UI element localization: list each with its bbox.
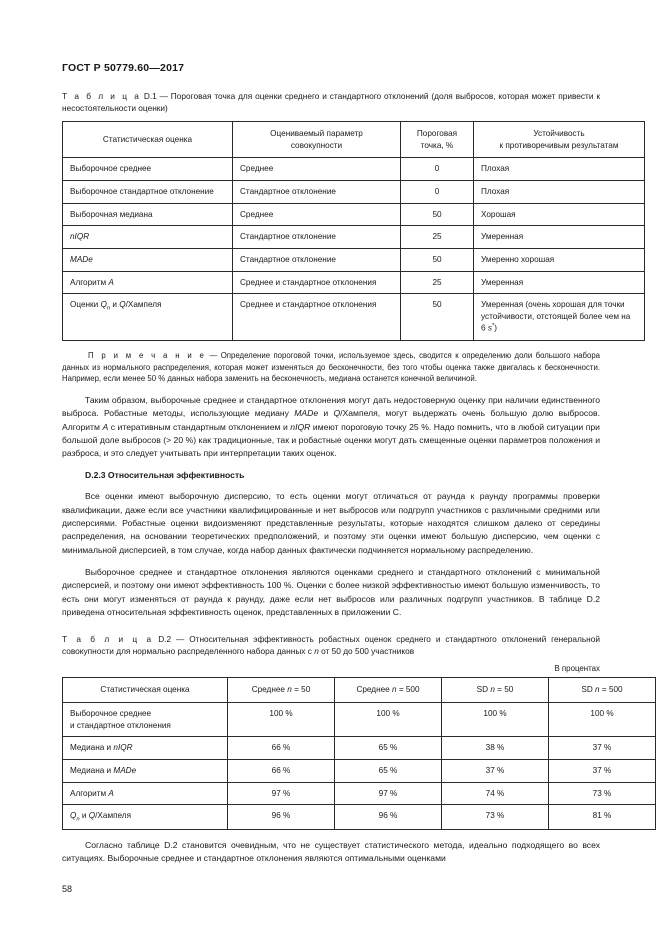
niqr-symbol: n [290,421,296,432]
cell-sd-500: 81 % [549,805,656,830]
section-heading-d23: D.2.3 Относительная эффективность [85,470,245,481]
table-d1-col-header-breakdown [401,122,474,158]
cell-robustness: Умеренная (очень хорошая для точки устойчивости, отстоящей более чем на 6 s*) [474,294,645,341]
cell-parameter: Среднее [233,203,401,226]
cell-mean-50: 66 % [228,759,335,782]
cell-mean-50: 66 % [228,737,335,760]
cell-sd-50: 38 % [442,737,549,760]
note-text: — Определение пороговой точки, используемое здесь, сводится к определению доли большого набора данных из нормального распределения, которая может изменяться до бесконечности, без того чтобы оценка также двигалась к бесконечности. Например, если менее 50 % данных набора заменить на бесконечность, медиана останется конечной величиной. [62,350,600,384]
q-hampel-symbol: Q [119,300,126,310]
table-d2-col-header-estimate: Статистическая оценка [63,678,228,703]
cell-mean-50: 97 % [228,782,335,805]
cell-estimate: Оценки $Q_n$ и Q/Хампеля [63,294,233,341]
header-line: точка, % [420,140,454,150]
cell-estimate: Медиана и nIQR [63,737,228,760]
cell-robustness: Умеренная [474,226,645,249]
cell-breakdown: 50 [401,248,474,271]
cell-estimate: $Q_n$ и Q/Хампеля [63,805,228,830]
header-line: Статистическая оценка [102,134,193,144]
table-d1-caption-text: — Пороговая точка для оценки среднего и стандартного отклонений (доля выбросов, которая может привести к несостоятельности оценки) [62,91,600,114]
paragraph-after-table-d1: Таким образом, выборочные среднее и стандартное отклонения могут дать недостоверную оценку при наличии единственного выброса. Робастные методы, использующие медиану MADe и Q/Хампеля, могут выдержать очень большую долю выбросов. Алгоритм A с итеративным стандартным отклонением и nIQR имеют пороговую точку 25 %. Надо помнить, что в любой ситуации при большой доле выбросов (> 20 %) как традиционные, так и робастные оценки могут дать смещенные оценки параметров положения и разброса, и это следует учитывать при интерпретации таких оценок. [62,394,600,459]
table-d2-units-label: В процентах [554,664,600,674]
cell-mean-500: 100 % [335,702,442,736]
algorithm-symbol: A [108,788,114,798]
cell-breakdown: 50 [401,294,474,341]
made-symbol: MADe [113,765,137,775]
n-symbol: n [490,685,495,695]
table-d2-col-header-sd-500: SD n = 500 [549,678,656,703]
cell-breakdown: 50 [401,203,474,226]
table-row [63,180,645,203]
cell-sd-500: 73 % [549,782,656,805]
table-d1-body [63,158,645,341]
table-d2-header-row [63,678,656,703]
table-row [63,805,656,830]
table-row [63,226,645,249]
q-symbol: $Q_n$ [70,811,80,823]
cell-mean-50: 96 % [228,805,335,830]
estimate-italic: nIQR [70,232,90,242]
q-hampel-symbol: Q [88,811,96,821]
paragraph-conclusion: Согласно таблице D.2 становится очевидным, что не существует статистического метода, идеально подходящего во всех ситуациях. Выборочные среднее и стандартное отклонения являются оптимальными оценками [62,840,600,864]
cell-breakdown: 0 [401,158,474,181]
table-d1-col-header-parameter [233,122,401,158]
document-standard-header: ГОСТ Р 50779.60—2017 [62,62,185,74]
table-d1-note [62,350,600,385]
algorithm-symbol: A [102,421,109,432]
n-symbol: n [595,685,600,695]
page-number: 58 [62,884,73,894]
cell-parameter: Среднее [233,158,401,181]
cell-parameter: Стандартное отклонение [233,226,401,249]
q-symbol: Q [333,408,341,419]
cell-estimate: Выборочная медиана [63,203,233,226]
header-line: к противоречивым результатам [499,140,619,150]
table-row [63,158,645,181]
niqr-symbol: nIQR [113,743,133,753]
cell-breakdown: 0 [401,180,474,203]
cell-mean-500: 65 % [335,759,442,782]
document-body [62,90,631,866]
table-d1-caption [62,90,600,114]
table-d1 [62,121,645,341]
cell-sd-50: 74 % [442,782,549,805]
cell-estimate: Алгоритм A [63,782,228,805]
cell-parameter: Стандартное отклонение [233,248,401,271]
iqr-symbol: IQR [295,421,311,432]
table-d1-col-header-estimate [63,122,233,158]
estimate-italic: MADe [70,254,93,264]
table-row [63,203,645,226]
table-row [63,294,645,341]
cell-sd-50: 37 % [442,759,549,782]
table-d2-caption: Т а б л и ц а D.2 — Относительная эффективность робастных оценок среднего и стандартного отклонений генеральной совокупности для нормально распределенного набора данных с n от 50 до 500 участников [62,634,600,657]
cell-parameter: Стандартное отклонение [233,180,401,203]
table-d2-body [63,702,656,829]
cell-parameter: Среднее и стандартное отклонения [233,271,401,294]
asterisk-mark: * [491,323,495,330]
made-symbol: MADe [294,408,319,419]
cell-mean-500: 65 % [335,737,442,760]
table-d1-col-header-robustness [474,122,645,158]
q-symbol: $Q_n$ [100,300,111,312]
header-line: совокупности [290,140,343,150]
table-row [63,759,656,782]
table-d2-col-header-mean-50: Среднее n = 50 [228,678,335,703]
cell-estimate: Алгоритм A [63,271,233,294]
paragraph-efficiency-1: Все оценки имеют выборочную дисперсию, то есть оценки могут отличаться от раунда к раунду программы проверки квалификации, даже если все участники квалифицированные и нет выбросов или подгрупп участников с различными средними или дисперсиями. Робастные оценки видоизменяют представленные результаты, которые находятся слишком далеко от середины распределения, на основании теоретических предположений, и поэтому эти оценки имеют большую дисперсию, чем оценки с минимальной дисперсией, в том случае, когда набор данных фактически подчиняется нормальному распределению. [62,491,600,555]
table-d2-col-header-sd-50: SD n = 50 [442,678,549,703]
cell-sd-50: 73 % [442,805,549,830]
table-d1-header-row [63,122,645,158]
paragraph-efficiency-2: Выборочное среднее и стандартное отклонения являются оценками среднего и стандартного отклонений с минимальной дисперсией, и поэтому они имеют эффективность 100 %. Оценки с более низкой эффективностью имеют большую изменчивость, то есть они могут изменяться от раунда к раунду, даже если нет выбросов или различных подгрупп участников. В таблице D.2 приведена относительная эффективность оценок, представленных в приложении C. [62,567,600,617]
n-symbol: n [314,646,319,657]
table-d1-caption-label: Т а б л и ц а [62,91,142,101]
table-row [63,248,645,271]
cell-sd-500: 100 % [549,702,656,736]
table-d1-caption-number: D.1 [143,91,157,101]
header-line: Устойчивость [533,129,585,139]
cell-sd-500: 37 % [549,737,656,760]
cell-robustness: Плохая [474,158,645,181]
table-d2 [62,677,656,830]
table-row [63,702,656,736]
cell-mean-500: 97 % [335,782,442,805]
cell-estimate: Выборочное стандартное отклонение [63,180,233,203]
algorithm-symbol: A [108,277,114,287]
cell-parameter: Среднее и стандартное отклонения [233,294,401,341]
cell-mean-50: 100 % [228,702,335,736]
cell-breakdown: 25 [401,271,474,294]
n-symbol: n [391,685,397,695]
cell-estimate: Выборочное среднее и стандартное отклонения [63,702,228,736]
cell-estimate: Медиана и MADe [63,759,228,782]
table-row [63,271,645,294]
cell-sd-500: 37 % [549,759,656,782]
cell-robustness: Умеренно хорошая [474,248,645,271]
note-label: П р и м е ч а н и е [88,350,207,360]
table-d2-caption-label: Т а б л и ц а [62,634,154,645]
cell-robustness: Плохая [474,180,645,203]
cell-breakdown: 25 [401,226,474,249]
table-row [63,737,656,760]
cell-estimate [63,248,233,271]
cell-mean-500: 96 % [335,805,442,830]
table-row [63,782,656,805]
header-line: Пороговая [416,129,458,139]
cell-estimate [63,226,233,249]
header-line: Оцениваемый параметр [270,129,363,139]
table-d2-caption-number: D.2 [158,634,172,645]
cell-sd-50: 100 % [442,702,549,736]
cell-robustness: Хорошая [474,203,645,226]
table-d2-col-header-mean-500: Среднее n = 500 [335,678,442,703]
n-symbol: n [287,685,292,695]
cell-robustness: Умеренная [474,271,645,294]
cell-estimate: Выборочное среднее [63,158,233,181]
s-symbol: s [487,324,492,334]
